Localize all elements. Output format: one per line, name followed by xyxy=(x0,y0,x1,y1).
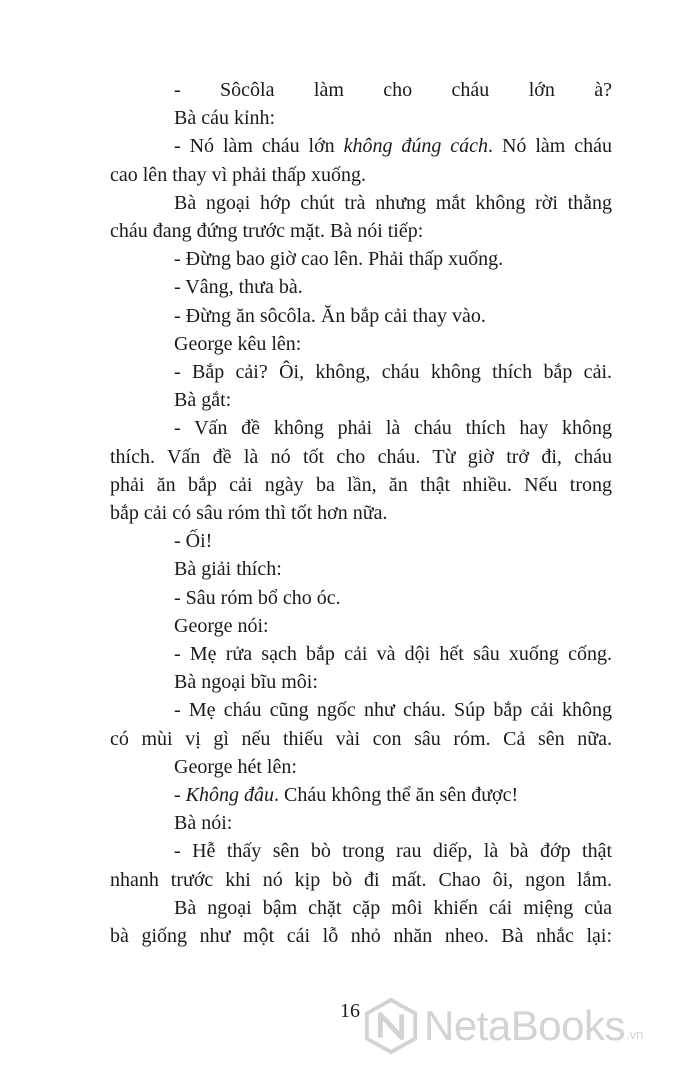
text-line: Bà gắt: xyxy=(174,389,232,412)
text-line: - Vấn đề không phải là cháu thích hay không xyxy=(174,417,612,440)
text-line: bà giống như một cái lỗ nhỏ nhăn nheo. Bà nhắc lại: xyxy=(110,925,612,948)
text-line: có mùi vị gì nếu thiếu vài con sâu róm. Cả sên nữa. xyxy=(110,727,612,750)
text-line: thích. Vấn đề là nó tốt cho cháu. Từ giờ trở đi, cháu xyxy=(110,445,612,468)
text-line: - Đừng ăn sôcôla. Ăn bắp cải thay vào. xyxy=(174,304,486,327)
text-line: phải ăn bắp cải ngày ba lần, ăn thật nhiều. Nếu trong xyxy=(110,473,612,496)
text-line: Bà ngoại bĩu môi: xyxy=(174,671,318,694)
text-line: Bà nói: xyxy=(174,812,233,835)
text-line: George kêu lên: xyxy=(174,332,302,355)
text-line: - Không đâu. Cháu không thể ăn sên được! xyxy=(174,784,519,807)
text-line: - Mẹ cháu cũng ngốc như cháu. Súp bắp cải không xyxy=(174,699,612,722)
text-line: cháu đang đứng trước mặt. Bà nói tiếp: xyxy=(110,220,424,243)
text-line: Bà giải thích: xyxy=(174,558,282,581)
page-number: 16 xyxy=(340,1000,360,1022)
text-line: cao lên thay vì phải thấp xuống. xyxy=(110,163,367,186)
netabooks-watermark xyxy=(362,996,692,1056)
text-line: Bà cáu kỉnh: xyxy=(174,107,276,130)
text-line: - Vâng, thưa bà. xyxy=(174,276,303,299)
text-line: George nói: xyxy=(174,614,269,637)
text-line: - Hễ thấy sên bò trong rau diếp, là bà đớp thật xyxy=(174,840,612,863)
text-line: Bà ngoại hớp chút trà nhưng mắt không rời thằng xyxy=(174,191,612,214)
text-line: - Ối! xyxy=(174,530,213,553)
watermark-suffix: .vn xyxy=(625,1027,644,1042)
text-line: nhanh trước khi nó kịp bò đi mất. Chao ôi, ngon lắm. xyxy=(110,868,612,891)
text-line: George hét lên: xyxy=(174,755,297,778)
text-line: bắp cải có sâu róm thì tốt hơn nữa. xyxy=(110,502,388,525)
text-line: - Sôcôla làm cho cháu lớn à? xyxy=(174,79,612,101)
book-page-text xyxy=(110,76,612,950)
text-line: - Mẹ rửa sạch bắp cải và dội hết sâu xuống cống. xyxy=(174,643,612,666)
text-line: Bà ngoại bậm chặt cặp môi khiến cái miệng của xyxy=(174,896,612,919)
text-line: - Nó làm cháu lớn không đúng cách. Nó làm cháu xyxy=(174,135,612,158)
netabooks-logo-icon xyxy=(362,997,420,1055)
text-line: - Đừng bao giờ cao lên. Phải thấp xuống. xyxy=(174,248,504,271)
watermark-brand: NetaBooks xyxy=(424,1002,625,1049)
text-line: - Bắp cải? Ôi, không, cháu không thích bắp cải. xyxy=(174,361,612,384)
text-line: - Sâu róm bổ cho óc. xyxy=(174,586,341,609)
